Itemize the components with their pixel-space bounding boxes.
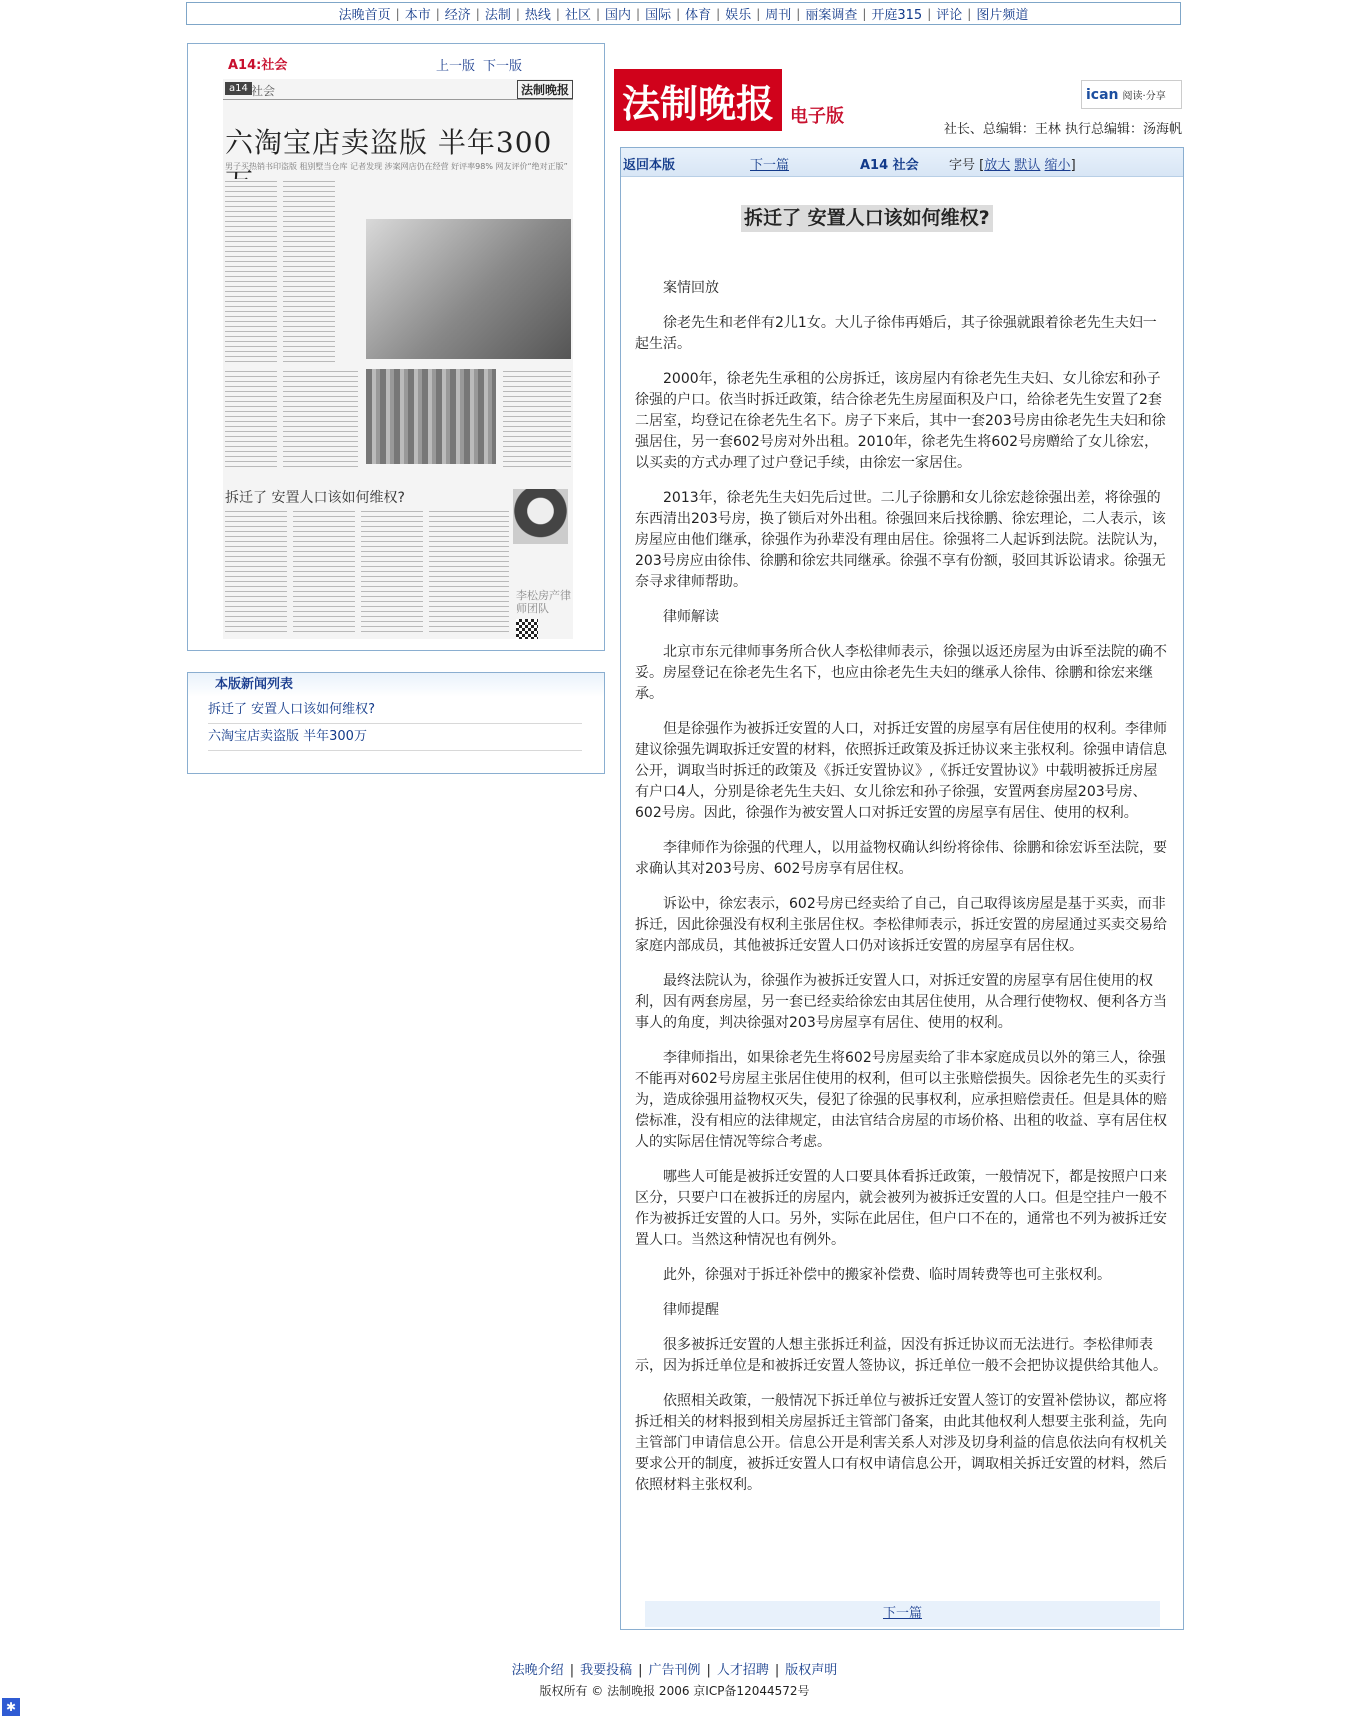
- logo-subtitle: 电子版: [790, 106, 844, 127]
- page-nav: [436, 55, 530, 74]
- font-shrink-link[interactable]: 缩小: [1044, 158, 1071, 173]
- nav-separator: |: [636, 6, 641, 21]
- nav-link[interactable]: 国际: [645, 8, 672, 23]
- article-footer: [645, 1601, 1160, 1627]
- nav-separator: |: [716, 6, 721, 21]
- article-toolbar: [621, 148, 1183, 177]
- nav-separator: |: [475, 6, 480, 21]
- article-panel: [620, 147, 1184, 1630]
- article-body: [635, 278, 1169, 1510]
- font-size-label: 字号: [949, 158, 976, 173]
- article-paragraph: 徐老先生和老伴有2儿1女。大儿子徐伟再婚后，其子徐强就跟着徐老先生夫妇一起生活。: [635, 315, 1157, 352]
- page-news-list: [187, 672, 605, 774]
- copyright: 版权所有 © 法制晚报 2006 京ICP备12044572号: [539, 1684, 810, 1698]
- nav-link[interactable]: 周刊: [765, 8, 792, 23]
- article-paragraph: 哪些人可能是被拆迁安置的人口要具体看拆迁政策，一般情况下，都是按照户口来区分，只要户口在被拆迁的房屋内，就会被列为被拆迁安置的人口。但是空挂户一般不作为被拆迁安置的人口。另外，实际在此居住，但户口不在的，通常也不列为被拆迁安置人口。当然这种情况也有例外。: [635, 1169, 1167, 1248]
- page-preview-panel: [187, 43, 605, 651]
- nav-link[interactable]: 热线: [524, 8, 551, 23]
- list-item: [208, 724, 582, 751]
- font-default-link[interactable]: 默认: [1014, 158, 1041, 173]
- thumb-text-column: [283, 369, 358, 469]
- nav-separator: |: [796, 6, 801, 21]
- thumb-text-column: [429, 509, 509, 634]
- thumb-text-column: [225, 179, 277, 364]
- page-indicator: A14 社会: [860, 158, 919, 173]
- footer-separator: |: [706, 1663, 711, 1678]
- nav-link[interactable]: 经济: [444, 8, 471, 23]
- nav-link[interactable]: 社区: [564, 8, 591, 23]
- thumb-text-column: [503, 369, 571, 469]
- nav-link[interactable]: 评论: [936, 8, 963, 23]
- nav-separator: |: [595, 6, 601, 21]
- paw-icon[interactable]: ✱: [2, 1698, 20, 1716]
- article-paragraph: 2000年，徐老先生承租的公房拆迁，该房屋内有徐老先生夫妇、女儿徐宏和孙子徐强的户口。依当时拆迁政策，结合徐老先生房屋面积及户口，给徐老先生安置了2套二居室，均登记在徐老先生名下。房子下来后，其中一套203号房由徐老先生夫妇和徐强居住，另一套602号房对外出租。2010年，徐老先生将602号房赠给了女儿徐宏，以买卖的方式办理了过户登记手续，由徐宏一家居住。: [635, 371, 1166, 471]
- footer-separator: |: [638, 1663, 643, 1678]
- next-article-bottom-link[interactable]: 下一篇: [882, 1606, 922, 1621]
- article-paragraph: 但是徐强作为被拆迁安置的人口，对拆迁安置的房屋享有居住使用的权利。李律师建议徐强先调取拆迁安置的材料，依照拆迁政策及拆迁协议来主张权利。徐强申请信息公开，调取当时拆迁的政策及《拆迁安置协议》,《拆迁安置协议》中载明被拆迁房屋有户口4人，分别是徐老先生夫妇、女儿徐宏和孙子徐强，安置两套房屋203号房、602号房。因此，徐强作为被安置人口对拆迁安置的房屋享有居住、使用的权利。: [635, 721, 1167, 821]
- article-paragraph: 李律师作为徐强的代理人，以用益物权确认纠纷将徐伟、徐鹏和徐宏诉至法院，要求确认其对203号房、602号房享有居住权。: [635, 840, 1167, 877]
- footer-link[interactable]: 广告刊例: [648, 1663, 701, 1678]
- top-nav: [186, 2, 1181, 25]
- next-page-link[interactable]: 下一版: [483, 59, 523, 74]
- thumb-text-column: [283, 179, 335, 364]
- thumb-subheadline: 男子买热销书印盗版 租别墅当仓库 记者发现 涉案网店仍在经营 好评率98% 网友评价“绝对正版”: [225, 162, 568, 171]
- thumb-text-column: [225, 509, 287, 634]
- thumb-photo-man: [366, 219, 571, 359]
- article-paragraph: 北京市东元律师事务所合伙人李松律师表示，徐强以返还房屋为由诉至法院的确不妥。房屋登记在徐老先生名下，也应由徐老先生夫妇的继承人徐伟、徐鹏和徐宏来继承。: [635, 644, 1167, 702]
- thumb-photo-lawyer: [513, 489, 568, 544]
- footer-link[interactable]: 版权声明: [785, 1663, 838, 1678]
- nav-separator: |: [515, 6, 520, 21]
- thumb-photo-books: [366, 369, 496, 464]
- thumb-page-code: a14: [225, 82, 252, 95]
- nav-separator: |: [435, 6, 440, 21]
- thumb-text-column: [293, 509, 355, 634]
- nav-separator: |: [395, 6, 400, 21]
- page-label: A14:社会: [228, 58, 288, 73]
- newspaper-logo[interactable]: 法制晚报: [614, 69, 782, 131]
- font-enlarge-link[interactable]: 放大: [984, 158, 1011, 173]
- footer-link[interactable]: 人才招聘: [716, 1663, 769, 1678]
- footer-separator: |: [774, 1663, 780, 1678]
- article-paragraph: 很多被拆迁安置的人想主张拆迁利益，因没有拆迁协议而无法进行。李松律师表示，因为拆迁单位是和被拆迁安置人签协议，拆迁单位一般不会把协议提供给其他人。: [635, 1337, 1167, 1374]
- thumb-text-column: [361, 509, 423, 634]
- nav-separator: |: [927, 6, 932, 21]
- qr-code-icon: [516, 619, 538, 639]
- thumb-headline: 六淘宝店卖盗版 半年300: [225, 126, 553, 159]
- nav-link[interactable]: 娱乐: [725, 8, 752, 23]
- nav-separator: |: [862, 6, 867, 21]
- ican-text: 阅读·分享: [1122, 91, 1166, 102]
- footer-separator: |: [569, 1663, 575, 1678]
- nav-separator: |: [967, 6, 972, 21]
- article-paragraph: 依照相关政策，一般情况下拆迁单位与被拆迁安置人签订的安置补偿协议，都应将拆迁相关的材料报到相关房屋拆迁主管部门备案，由此其他权利人想要主张利益，先向主管部门申请信息公开。信息公开是利害关系人对涉及切身利益的信息依法向有权机关要求公开的制度，被拆迁安置人口有权申请信息公开，调取相关拆迁安置的材料，然后依照材料主张权利。: [635, 1393, 1167, 1493]
- nav-link[interactable]: 丽案调查: [805, 8, 858, 23]
- nav-link[interactable]: 开庭315: [871, 8, 923, 23]
- thumb-header: [223, 79, 573, 100]
- prev-page-link[interactable]: 上一版: [436, 59, 476, 74]
- footer-link[interactable]: 法晚介绍: [511, 1663, 564, 1678]
- thumb-brand: 李松房产律师团队: [516, 589, 571, 615]
- editor-credit: 社长、总编辑：王林 执行总编辑：汤海帆: [943, 122, 1182, 137]
- article-paragraph: 诉讼中，徐宏表示，602号房已经卖给了自己，自己取得该房屋是基于买卖，而非拆迁，因此徐强没有权利主张居住权。李松律师表示，拆迁安置的房屋通过买卖交易给家庭内部成员，其他被拆迁安置人口仍对该拆迁安置的房屋享有居住权。: [635, 896, 1167, 954]
- footer-link[interactable]: 我要投稿: [580, 1663, 633, 1678]
- nav-link[interactable]: 本市: [404, 8, 431, 23]
- footer-links: [0, 1659, 1349, 1678]
- nav-separator: |: [756, 6, 761, 21]
- article-paragraph: 2013年，徐老先生夫妇先后过世。二儿子徐鹏和女儿徐宏趁徐强出差，将徐强的东西清出203号房，换了锁后对外出租。徐强回来后找徐鹏、徐宏理论，二人表示，该房屋应由他们继承，徐强作为孙辈没有理由居住。徐强将二人起诉到法院。法院认为，203号房应由徐伟、徐鹏和徐宏共同继承。徐强不享有份额，驳回其诉讼请求。徐强无奈寻求律师帮助。: [635, 490, 1167, 590]
- list-item: [208, 697, 582, 724]
- article-paragraph: 此外，徐强对于拆迁补偿中的搬家补偿费、临时周转费等也可主张权利。: [663, 1267, 1111, 1283]
- nav-link[interactable]: 体育: [685, 8, 712, 23]
- nav-link[interactable]: 法制: [484, 8, 511, 23]
- article-paragraph: 李律师指出，如果徐老先生将602号房屋卖给了非本家庭成员以外的第三人，徐强不能再对602号房屋主张居住使用的权利，但可以主张赔偿损失。因徐老先生的买卖行为，造成徐强用益物权灭失，侵犯了徐强的民事权利，应承担赔偿责任。但是具体的赔偿标准，没有相应的法律规定，由法官结合房屋的市场价格、出租的收益、享有居住权人的实际居住情况等综合考虑。: [635, 1050, 1167, 1150]
- news-link[interactable]: 六淘宝店卖盗版 半年300万: [208, 729, 367, 744]
- ican-logo-icon: ican: [1086, 86, 1119, 103]
- news-link[interactable]: 拆迁了 安置人口该如何维权?: [208, 702, 376, 717]
- thumb-text-column: [225, 369, 277, 469]
- article-paragraph: 律师提醒: [663, 1302, 719, 1318]
- nav-link[interactable]: 国内: [605, 8, 632, 23]
- article-paragraph: 案情回放: [663, 280, 719, 296]
- nav-link[interactable]: 法晚首页: [338, 8, 391, 23]
- nav-separator: |: [676, 6, 681, 21]
- news-list-header: 本版新闻列表: [188, 673, 604, 697]
- nav-link[interactable]: 图片频道: [976, 8, 1029, 23]
- thumb-section: 社会: [251, 84, 276, 98]
- ican-badge[interactable]: [1081, 80, 1182, 109]
- thumb-masthead: 法制晚报: [517, 80, 573, 99]
- font-size-controls: 字号 [放大 默认 缩小]: [949, 158, 1076, 173]
- article-title: 拆迁了 安置人口该如何维权?: [741, 205, 993, 232]
- back-to-page-link[interactable]: 返回本版: [623, 158, 676, 173]
- next-article-link[interactable]: 下一篇: [750, 158, 790, 173]
- page-thumbnail[interactable]: [223, 79, 573, 639]
- thumb-headline-2: 拆迁了 安置人口该如何维权?: [225, 490, 405, 506]
- article-paragraph: 最终法院认为，徐强作为被拆迁安置人口，对拆迁安置的房屋享有居住使用的权利，因有两套房屋，另一套已经卖给徐宏由其居住使用，从合理行使物权、便利各方当事人的角度，判决徐强对203号房屋享有居住、使用的权利。: [635, 973, 1167, 1031]
- article-paragraph: 律师解读: [663, 609, 719, 625]
- nav-separator: |: [555, 6, 560, 21]
